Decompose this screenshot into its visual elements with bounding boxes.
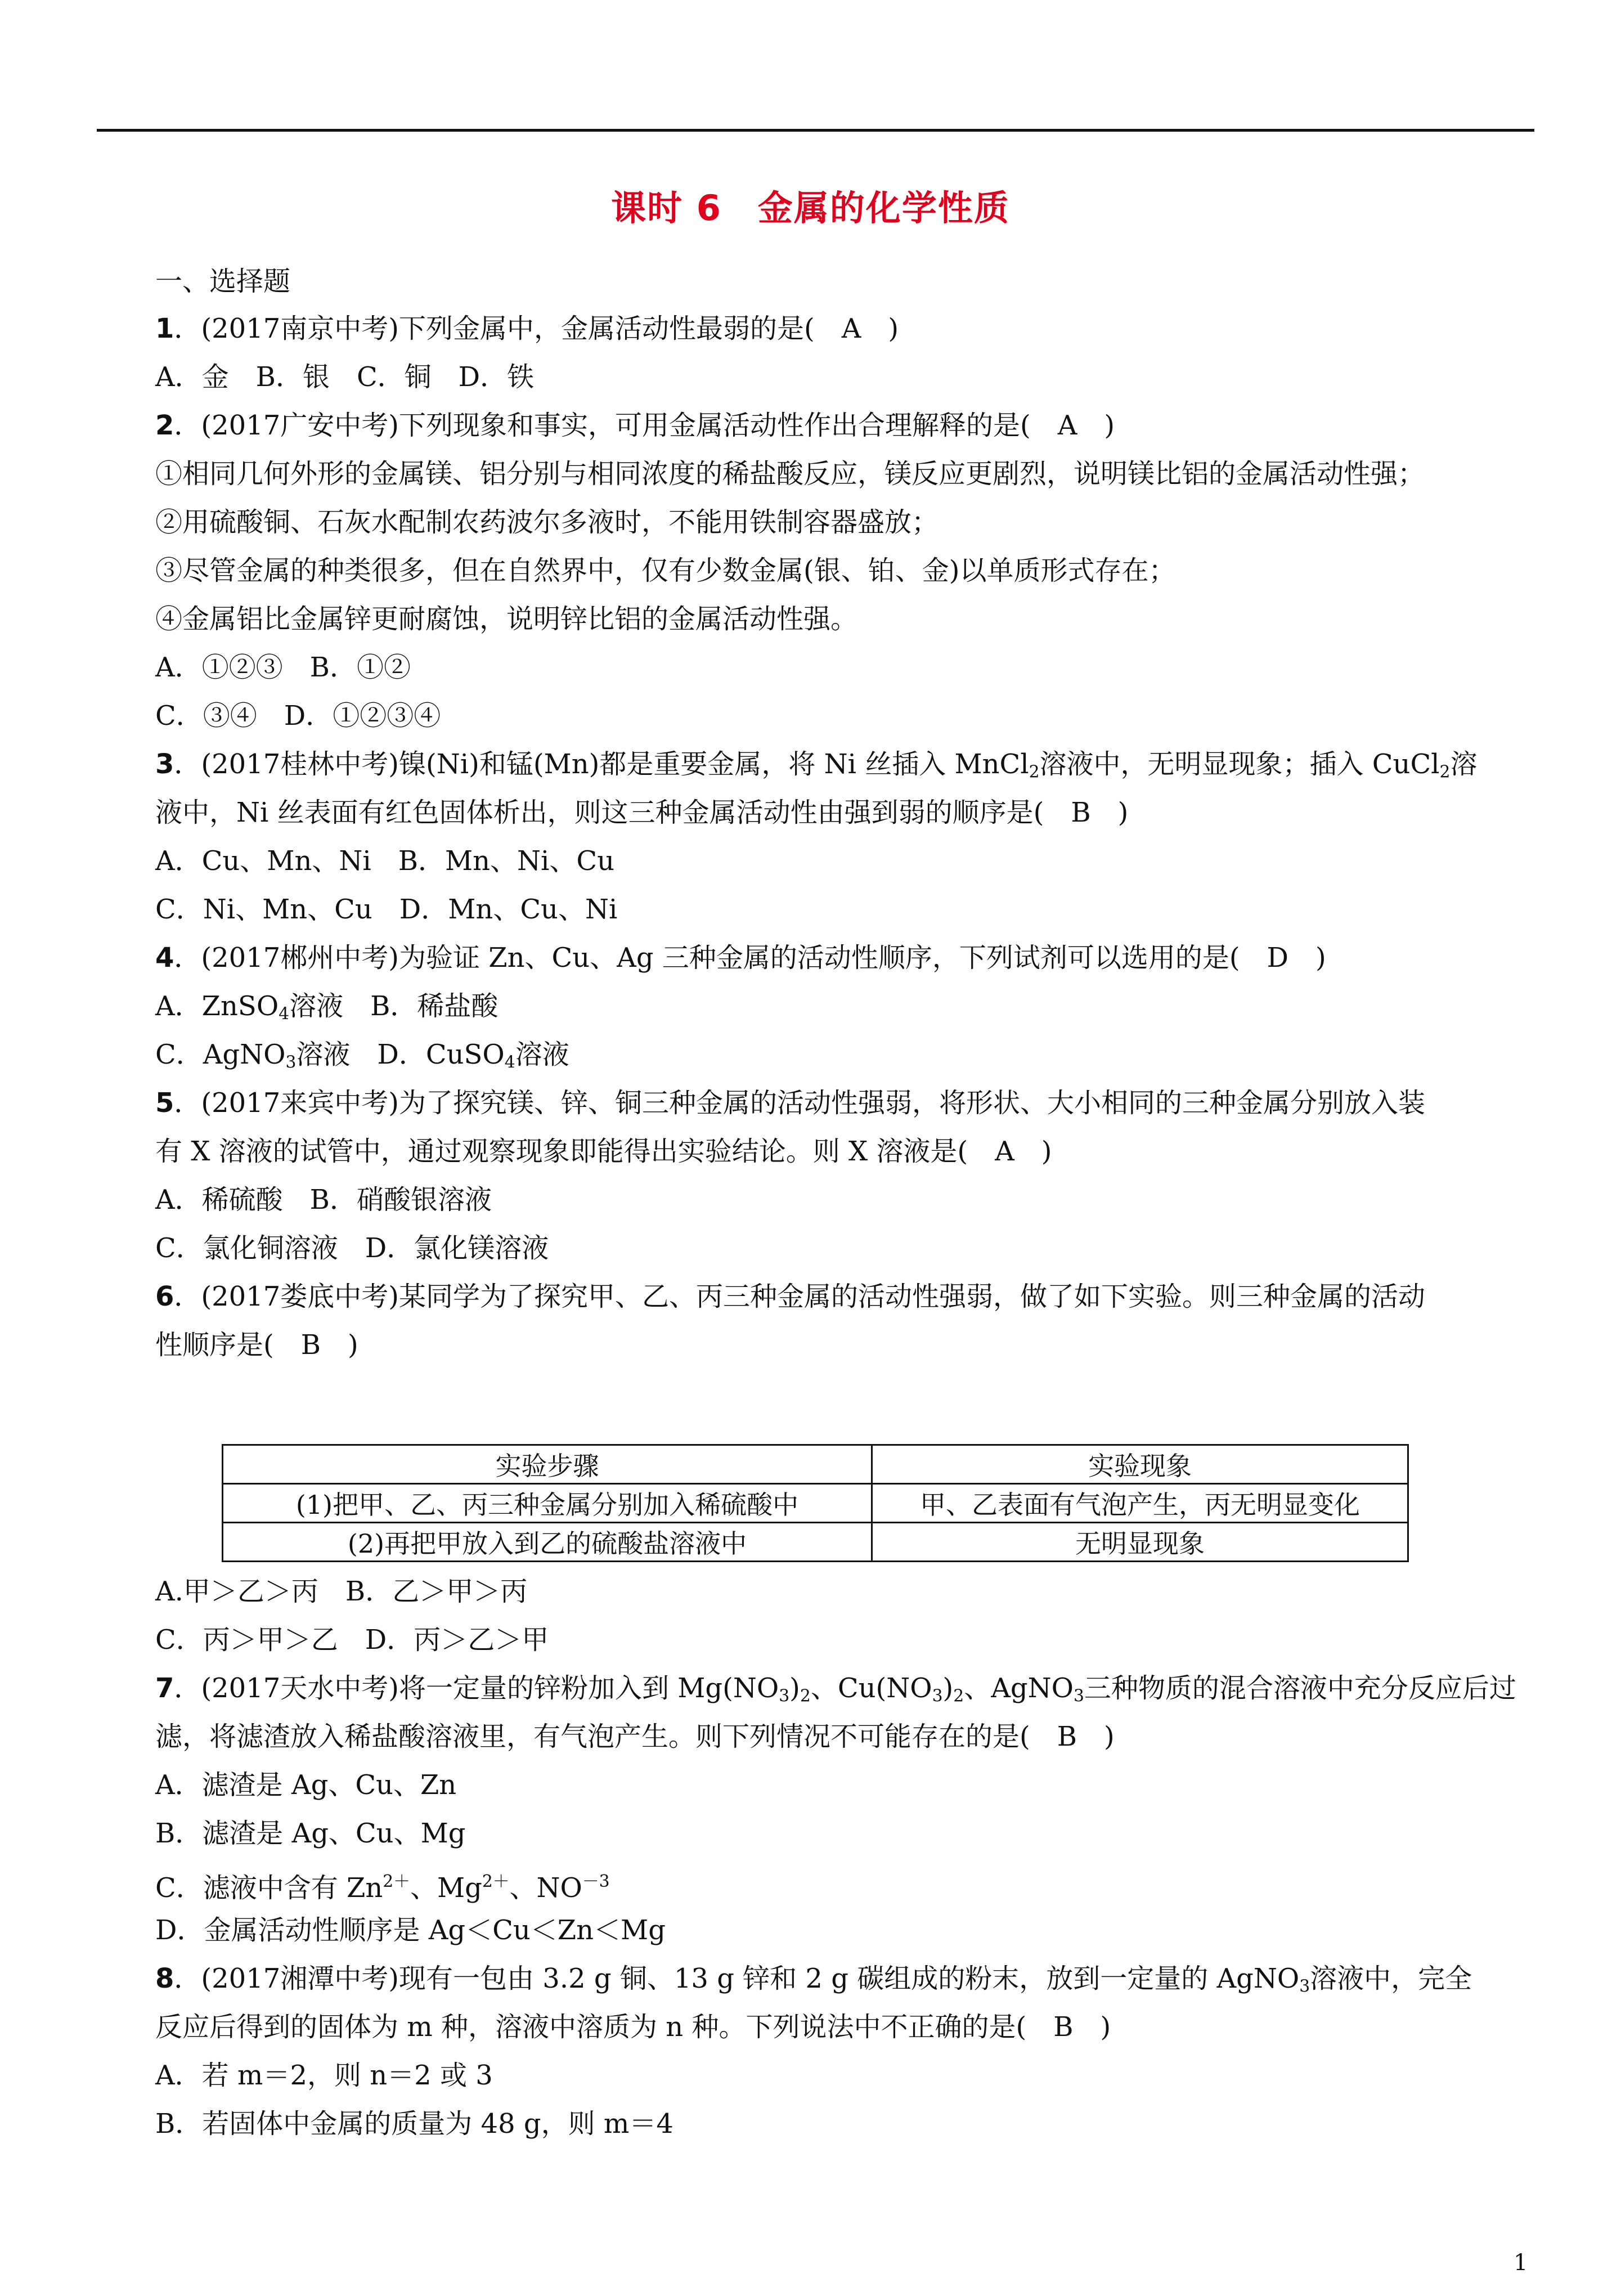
question-8-continued: 反应后得到的固体为 m 种，溶液中溶质为 n 种。下列说法中不正确的是( B ) xyxy=(155,2011,1111,2043)
question-6-options-ab: A.甲＞乙＞丙 B．乙＞甲＞丙 xyxy=(155,1576,528,1607)
question-stem: 溶 xyxy=(1450,748,1478,780)
question-8 xyxy=(155,1962,1524,2003)
header-rule xyxy=(97,129,1534,132)
question-stem: ) xyxy=(789,1672,800,1704)
question-5 xyxy=(155,1086,1524,1120)
question-stem: ．(2017郴州中考)为验证 Zn、Cu、Ag 三种金属的活动性顺序，下列试剂可以选用的是( D ) xyxy=(174,942,1326,974)
question-5-options-cd: C．氯化铜溶液 D．氯化镁溶液 xyxy=(155,1232,549,1264)
question-5-continued: 有 X 溶液的试管中，通过观察现象即能得出实验结论。则 X 溶液是( A ) xyxy=(155,1136,1052,1167)
subscript: 3 xyxy=(285,1052,297,1073)
option-text: C．滤液中含有 Zn xyxy=(155,1872,383,1904)
question-4-options-cd xyxy=(155,1038,1524,1079)
statement-3: ③尽管金属的种类很多，但在自然界中，仅有少数金属(银、铂、金)以单质形式存在； xyxy=(155,555,1176,586)
question-3-options-cd: C．Ni、Mn、Cu D．Mn、Cu、Ni xyxy=(155,894,618,925)
question-3-continued: 液中，Ni 丝表面有红色固体析出，则这三种金属活动性由强到弱的顺序是( B ) xyxy=(155,797,1129,828)
question-stem: ．(2017湘潭中考)现有一包由 3.2 g 铜、13 g 锌和 2 g 碳组成的粉末，放到一定量的 AgNO xyxy=(174,1963,1300,1994)
question-4 xyxy=(155,941,1524,975)
question-2 xyxy=(155,409,1524,442)
question-3 xyxy=(155,747,1524,789)
question-5-options-ab: A．稀硫酸 B．硝酸银溶液 xyxy=(155,1184,492,1216)
table-row xyxy=(223,1484,1408,1523)
question-1 xyxy=(155,312,1524,346)
subscript: 2 xyxy=(953,1686,964,1706)
subscript: 4 xyxy=(504,1052,515,1073)
subscript: 2 xyxy=(1029,762,1040,782)
question-6-options-cd: C．丙＞甲＞乙 D．丙＞乙＞甲 xyxy=(155,1624,549,1656)
option-text: 、Mg xyxy=(410,1872,482,1904)
statement-2: ②用硫酸铜、石灰水配制农药波尔多液时，不能用铁制容器盛放； xyxy=(155,506,939,538)
question-7-option-b: B．滤渣是 Ag、Cu、Mg xyxy=(155,1818,466,1849)
subscript: 3 xyxy=(1299,1976,1310,1997)
question-stem: 、AgNO xyxy=(964,1672,1074,1704)
question-stem: ．(2017桂林中考)镍(Ni)和锰(Mn)都是重要金属，将 Ni 丝插入 MnCl xyxy=(174,748,1029,780)
question-2-options-ab: A．①②③ B．①② xyxy=(155,652,411,683)
option-text: 、NO xyxy=(509,1872,582,1904)
question-4-options-ab xyxy=(155,989,1524,1031)
option-text: A．ZnSO xyxy=(155,990,279,1022)
question-number: 8 xyxy=(155,1963,174,1994)
question-7-continued: 滤，将滤渣放入稀盐酸溶液里，有气泡产生。则下列情况不可能存在的是( B ) xyxy=(155,1721,1115,1752)
subscript: 4 xyxy=(279,1004,290,1024)
question-stem: 三种物质的混合溶液中充分反应后过 xyxy=(1084,1672,1516,1704)
page-number: 1 xyxy=(1514,2250,1528,2276)
question-8-option-b: B．若固体中金属的质量为 48 g，则 m＝4 xyxy=(155,2108,673,2140)
superscript: 2＋ xyxy=(482,1872,510,1891)
question-6-continued: 性顺序是( B ) xyxy=(155,1329,358,1361)
question-number: 7 xyxy=(155,1672,174,1704)
question-stem: ．(2017娄底中考)某同学为了探究甲、乙、丙三种金属的活动性强弱，做了如下实验。则三种金属的活动 xyxy=(174,1281,1426,1312)
question-number: 3 xyxy=(155,748,174,780)
question-stem: ．(2017广安中考)下列现象和事实，可用金属活动性作出合理解释的是( A ) xyxy=(174,410,1115,441)
question-stem: 溶液中，完全 xyxy=(1310,1963,1472,1994)
question-stem: ．(2017天水中考)将一定量的锌粉加入到 Mg(NO xyxy=(174,1672,779,1704)
table-header-row xyxy=(223,1445,1408,1484)
subscript: 3 xyxy=(1073,1686,1084,1706)
question-8-option-a: A．若 m＝2，则 n＝2 或 3 xyxy=(155,2060,493,2091)
option-text: 溶液 D．CuSO xyxy=(296,1039,505,1070)
superscript: 2＋ xyxy=(383,1872,410,1891)
table-cell: 无明显现象 xyxy=(872,1523,1408,1562)
subscript: 3 xyxy=(779,1686,790,1706)
question-6 xyxy=(155,1280,1524,1313)
table-header: 实验步骤 xyxy=(223,1445,872,1484)
subscript: 3 xyxy=(932,1686,943,1706)
question-number: 6 xyxy=(155,1281,174,1312)
question-stem: ) xyxy=(942,1672,954,1704)
question-3-options-ab: A．Cu、Mn、Ni B．Mn、Ni、Cu xyxy=(155,845,615,877)
question-stem: 、Cu(NO xyxy=(810,1672,932,1704)
table-header: 实验现象 xyxy=(872,1445,1408,1484)
question-7 xyxy=(155,1671,1524,1713)
page-title: 课时 6 金属的化学性质 xyxy=(611,187,1010,228)
option-text: C．AgNO xyxy=(155,1039,286,1070)
question-number: 2 xyxy=(155,410,174,441)
subscript: 2 xyxy=(800,1686,811,1706)
table-cell: 甲、乙表面有气泡产生，丙无明显变化 xyxy=(872,1484,1408,1523)
statement-4: ④金属铝比金属锌更耐腐蚀，说明锌比铝的金属活动性强。 xyxy=(155,603,858,635)
subscript: 2 xyxy=(1439,762,1451,782)
option-text: 溶液 xyxy=(515,1039,569,1070)
question-7-option-d: D．金属活动性顺序是 Ag＜Cu＜Zn＜Mg xyxy=(155,1914,666,1946)
question-number: 1 xyxy=(155,313,174,344)
question-number: 5 xyxy=(155,1087,174,1119)
experiment-table xyxy=(222,1444,1409,1562)
question-7-option-a: A．滤渣是 Ag、Cu、Zn xyxy=(155,1769,457,1801)
statement-1: ①相同几何外形的金属镁、铝分别与相同浓度的稀盐酸反应，镁反应更剧烈，说明镁比铝的金属活动性强； xyxy=(155,458,1425,490)
table-cell: (1)把甲、乙、丙三种金属分别加入稀硫酸中 xyxy=(223,1484,872,1523)
question-stem: ．(2017来宾中考)为了探究镁、锌、铜三种金属的活动性强弱，将形状、大小相同的三种金属分别放入装 xyxy=(174,1087,1426,1119)
question-1-options: A．金 B．银 C．铜 D．铁 xyxy=(155,361,535,393)
section-heading: 一、选择题 xyxy=(155,266,291,297)
question-stem: 溶液中，无明显现象；插入 CuCl xyxy=(1039,748,1440,780)
question-stem: ．(2017南京中考)下列金属中，金属活动性最弱的是( A ) xyxy=(174,313,899,344)
superscript: －3 xyxy=(582,1872,610,1891)
option-text: 溶液 B．稀盐酸 xyxy=(289,990,499,1022)
question-number: 4 xyxy=(155,942,174,974)
question-7-option-c xyxy=(155,1865,1524,1905)
table-cell: (2)再把甲放入到乙的硫酸盐溶液中 xyxy=(223,1523,872,1562)
table-row xyxy=(223,1523,1408,1562)
question-2-options-cd: C．③④ D．①②③④ xyxy=(155,700,441,732)
